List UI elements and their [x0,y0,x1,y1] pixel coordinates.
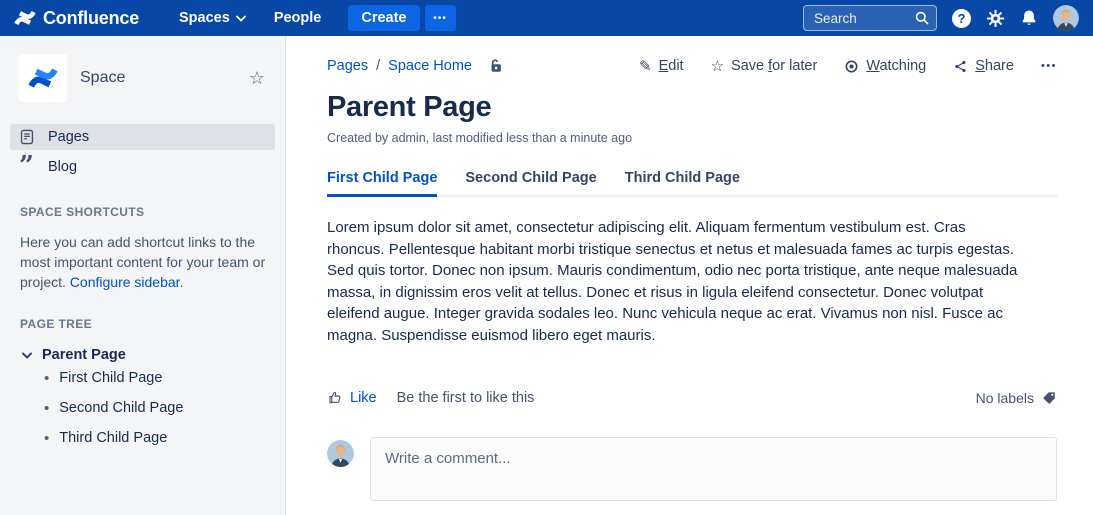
action-text: atching [879,58,927,74]
breadcrumb-space-home-link[interactable]: Space Home [388,58,472,74]
space-shortcuts-text [20,232,270,292]
breadcrumb-separator: / [376,58,381,74]
settings-gear-icon[interactable] [986,9,1005,28]
configure-sidebar-link[interactable]: Configure sidebar [69,274,180,290]
action-text: hare [984,58,1014,74]
tab-second-child-page[interactable]: Second Child Page [465,170,597,186]
blog-quote-icon: ” [19,151,34,181]
edit-button[interactable] [639,57,684,75]
page-byline: Created by admin, last modified less than a minute ago [327,131,633,145]
action-hotkey: W [866,58,880,74]
like-row [327,390,1057,406]
tab-third-child-page[interactable]: Third Child Page [624,170,740,186]
sidebar-item-label: Pages [48,129,90,145]
notifications-bell-icon[interactable] [1020,9,1038,27]
tree-child-label: Third Child Page [59,430,168,446]
navbar-more-button[interactable]: ••• [425,5,456,31]
space-shortcuts-heading: SPACE SHORTCUTS [20,205,145,219]
unlocked-padlock-icon[interactable] [487,57,505,75]
tree-children [0,363,285,453]
action-text: dit [668,58,684,74]
navbar-right-cluster [803,5,1079,31]
comment-box[interactable] [370,437,1057,501]
share-icon [953,59,968,74]
space-sidebar [0,36,286,515]
share-button[interactable] [953,58,1014,74]
sidebar-item-blog[interactable] [10,151,275,181]
space-name: Space [80,69,126,86]
watching-button[interactable] [844,58,926,74]
nav-people-label: People [273,10,322,26]
tree-child-label: First Child Page [59,370,163,386]
tree-item-parent-page[interactable] [22,347,265,363]
shortcuts-text: Here you can add shortcut links to the most important content for your team or project. [20,234,266,290]
tab-first-child-page[interactable]: First Child Page [327,170,437,197]
tree-child-label: Second Child Page [59,400,184,416]
comment-input[interactable] [371,438,1056,500]
tree-item-first-child[interactable] [0,363,285,393]
tree-parent-label: Parent Page [42,347,126,363]
action-text: or later [772,58,818,74]
thumbs-up-icon [327,390,343,406]
confluence-home-link[interactable] [14,7,139,29]
page-more-button[interactable]: ••• [1040,60,1057,72]
page-tree-heading: PAGE TREE [20,317,93,331]
page-content [286,36,1093,515]
action-hotkey: f [768,58,773,74]
shortcuts-period: . [179,274,184,290]
action-text: Save [731,58,769,74]
bullet-icon: • [44,369,50,387]
page-body-text: Lorem ipsum dolor sit amet, consectetur adipiscing elit. Aliquam fermentum vestibulum est. Cras rhoncus. Pellentesque habitant morbi tristique senectus et netus et malesuada fames ac turpis egestas. Sed quis tortor. Donec non ipsum. Mauris condimentum, odio nec porta tristique, ante neque malesuada massa, in dignissim eros velit at tellus. Donec et risus in ligula eleifend consectetur. Donec volutpat eleifend augue. Integer gravida sodales leo. Nunc vehicula neque ac erat. Vivamus non nisl. Fusce ac magna. Suspendisse euismod libero eget mauris. [327,219,1018,344]
nav-people[interactable] [260,0,336,36]
sidebar-nav [10,124,275,180]
pencil-icon: ✎ [639,57,652,75]
user-avatar[interactable] [1053,5,1079,31]
tree-item-second-child[interactable] [0,393,285,423]
action-hotkey: S [975,58,985,74]
help-icon[interactable]: ? [952,9,971,28]
like-label: Like [350,390,377,406]
breadcrumb [327,57,505,75]
labels-text: No labels [975,390,1034,406]
bullet-icon: • [44,429,50,447]
like-hint: Be the first to like this [396,390,535,406]
chevron-down-icon [22,352,32,359]
favorite-star-icon[interactable]: ☆ [248,67,265,89]
sidebar-item-pages[interactable] [10,124,275,150]
space-header [0,54,285,102]
bullet-icon: • [44,399,50,417]
comment-row [327,437,1057,501]
label-tag-icon [1041,390,1057,406]
chevron-down-icon [236,15,246,22]
space-logo[interactable] [19,54,67,102]
page-title: Parent Page [327,91,492,123]
child-page-tabs [327,170,1057,197]
page-actions [639,57,1057,75]
nav-spaces[interactable] [165,0,260,36]
nav-spaces-label: Spaces [179,10,230,26]
like-button[interactable] [327,390,377,406]
tree-item-third-child[interactable] [0,423,285,453]
action-hotkey: E [658,58,669,74]
star-icon: ☆ [710,57,725,75]
watching-eye-icon [844,59,859,74]
labels-button[interactable] [976,390,1057,406]
search-box[interactable] [803,5,937,31]
comment-user-avatar [327,440,354,467]
brand-name: Confluence [43,7,140,28]
pages-document-icon [19,129,35,145]
top-navbar [0,0,1093,36]
search-icon[interactable] [914,10,930,31]
save-for-later-button[interactable] [711,57,818,75]
sidebar-item-label: Blog [48,159,78,175]
create-button[interactable]: Create [348,5,419,31]
confluence-logo-icon [14,7,36,29]
breadcrumb-pages-link[interactable]: Pages [327,58,369,74]
